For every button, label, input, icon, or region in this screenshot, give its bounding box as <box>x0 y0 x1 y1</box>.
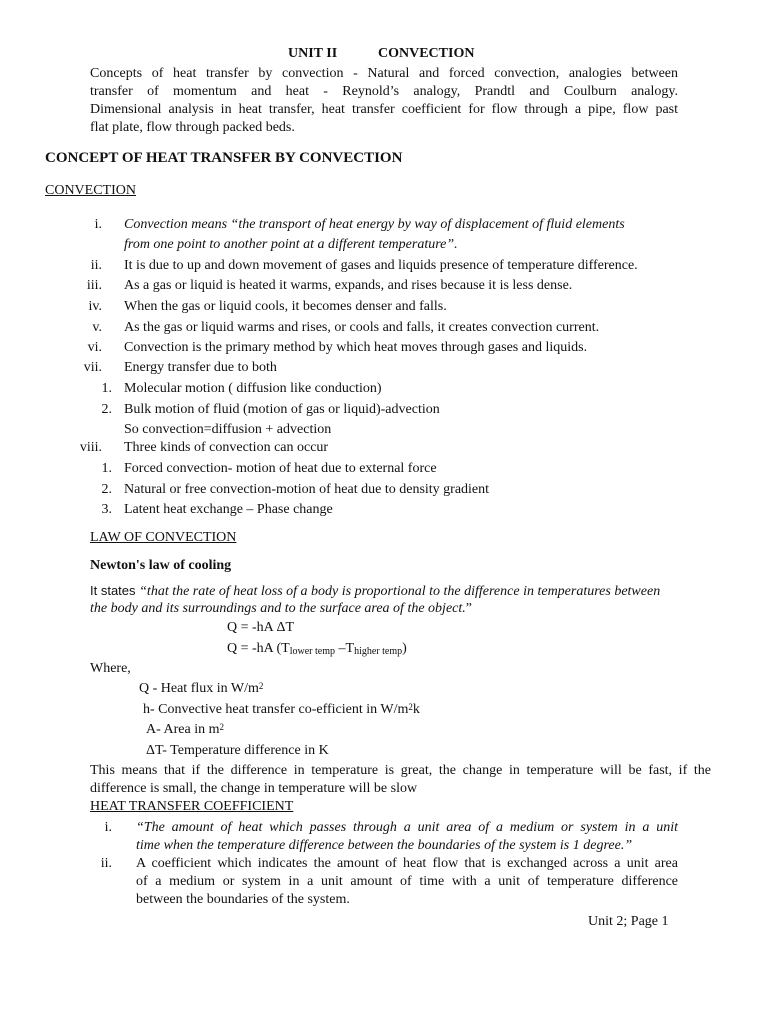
formula-part: Q = -hA (T <box>227 641 290 656</box>
point-number: vi. <box>87 340 102 355</box>
newton-quote: the body and its surroundings and to the surface area of the object. <box>90 601 466 616</box>
sub-text: Molecular motion ( diffusion like conduction) <box>124 381 382 396</box>
point-number: ii. <box>90 258 102 273</box>
superscript: 2 <box>219 722 224 732</box>
where-q <box>139 680 263 698</box>
meaning-line-1: This means that if the difference in temperature is great, the change in temperature will be fast, if the <box>90 763 711 778</box>
sub-text: Latent heat exchange – Phase change <box>124 502 333 517</box>
point-text: Convection is the primary method by which heat moves through gases and liquids. <box>124 340 588 355</box>
newton-heading: Newton's law of cooling <box>90 558 232 573</box>
sub-number: 2. <box>101 402 112 417</box>
formula-part: ) <box>402 641 407 656</box>
where-h <box>143 701 420 719</box>
superscript: 2 <box>258 681 264 691</box>
sub-number: 2. <box>101 482 112 497</box>
point-number: i. <box>104 820 112 835</box>
point-number: vii. <box>83 360 102 375</box>
point-text: of a medium or system in a unit amount of time with a unit of temperature difference <box>136 874 678 889</box>
point-text: “The amount of heat which passes through a unit area of a medium or system in a unit <box>136 820 678 835</box>
where-label: Where, <box>90 661 131 676</box>
newton-statement-line-2 <box>90 600 472 618</box>
point-number: iii. <box>86 278 102 293</box>
page-footer: Unit 2; Page 1 <box>588 914 669 929</box>
point-text: It is due to up and down movement of gases and liquids presence of temperature difference. <box>124 258 638 273</box>
point-text: A coefficient which indicates the amount of heat flow that is exchanged across a unit area <box>136 856 678 871</box>
sub-number: 1. <box>101 461 112 476</box>
newton-intro: It states <box>90 583 140 598</box>
newton-quote: “that the rate of heat loss of a body is proportional to the difference in temperatures between <box>139 584 661 599</box>
where-dt: ΔT- Temperature difference in K <box>146 743 329 758</box>
point-text: Convection means “the transport of heat energy by way of displacement of fluid elements <box>124 217 625 232</box>
point-text: As a gas or liquid is heated it warms, expands, and rises because it is less dense. <box>124 278 573 293</box>
law-heading: LAW OF CONVECTION <box>90 530 237 545</box>
point-number: ii. <box>100 856 112 871</box>
point-number: iv. <box>88 299 102 314</box>
unit-title: UNIT II <box>288 46 338 61</box>
where-text: h- Convective heat transfer co-efficient in W/m <box>143 702 409 717</box>
superscript: 2 <box>408 702 413 712</box>
point-text: Energy transfer due to both <box>124 360 277 375</box>
point-text: Three kinds of convection can occur <box>124 440 329 455</box>
convection-equation: So convection=diffusion + advection <box>124 422 332 437</box>
syllabus-line-4: flat plate, flow through packed beds. <box>90 120 295 135</box>
sub-text: Bulk motion of fluid (motion of gas or liquid)-advection <box>124 402 440 417</box>
syllabus-line-2: transfer of momentum and heat - Reynold’s analogy, Prandtl and Coulburn analogy. <box>90 84 678 99</box>
meaning-line-2: difference is small, the change in temperature will be slow <box>90 781 418 796</box>
formula-part: –T <box>335 641 355 656</box>
unit-topic: CONVECTION <box>378 46 475 61</box>
htc-heading: HEAT TRANSFER COEFFICIENT <box>90 799 294 814</box>
syllabus-line-1: Concepts of heat transfer by convection - Natural and forced convection, analogies between <box>90 66 678 81</box>
point-text: time when the temperature difference between the boundaries of the system is 1 degree.” <box>136 838 633 853</box>
sub-number: 1. <box>101 381 112 396</box>
where-text: A- Area in m <box>146 722 220 737</box>
where-text: Q - Heat flux in W/m <box>139 681 259 696</box>
sub-text: Forced convection- motion of heat due to external force <box>124 461 437 476</box>
formula-subscript: lower temp <box>289 646 335 657</box>
newton-statement-line-1 <box>90 582 660 601</box>
where-text: k <box>412 702 420 717</box>
formula-1: Q = -hA ΔT <box>227 620 295 635</box>
sub-text: Natural or free convection-motion of heat due to density gradient <box>124 482 490 497</box>
point-text: between the boundaries of the system. <box>136 892 350 907</box>
section-heading: CONCEPT OF HEAT TRANSFER BY CONVECTION <box>45 150 403 166</box>
syllabus-line-3: Dimensional analysis in heat transfer, heat transfer coefficient for flow through a pipe, flow past <box>90 102 678 117</box>
point-text: As the gas or liquid warms and rises, or cools and falls, it creates convection current. <box>124 320 600 335</box>
formula-2 <box>227 640 407 659</box>
point-number: i. <box>94 217 102 232</box>
point-text: When the gas or liquid cools, it becomes denser and falls. <box>124 299 447 314</box>
point-number: viii. <box>79 440 102 455</box>
convection-heading: CONVECTION <box>45 183 136 198</box>
point-number: v. <box>92 320 102 335</box>
where-a <box>146 721 224 739</box>
newton-quote-end: ” <box>465 601 472 616</box>
formula-subscript: higher temp <box>354 646 403 657</box>
sub-number: 3. <box>101 502 112 517</box>
point-text: from one point to another point at a different temperature”. <box>124 237 458 252</box>
